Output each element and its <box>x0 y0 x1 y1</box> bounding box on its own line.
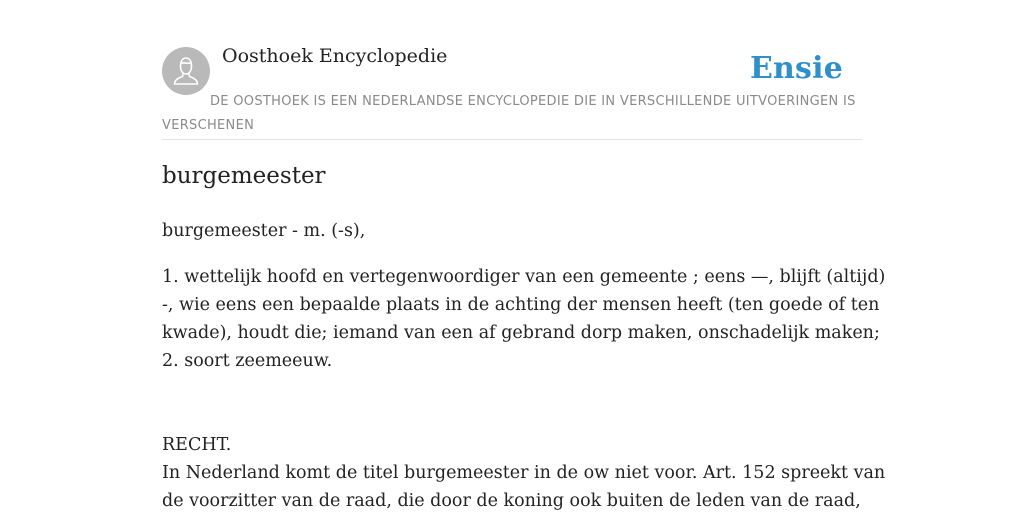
definition-line: 2. soort zeemeeuw. <box>162 351 333 371</box>
section-body <box>162 459 886 512</box>
source-description: DE OOSTHOEK IS EEN NEDERLANDSE ENCYCLOPEDIE DIE IN VERSCHILLENDE UITVOERINGEN IS VERSCHENEN <box>162 94 856 133</box>
section-line: In Nederland komt de titel burgemeester in de ow niet voor. Art. 152 spreekt van <box>162 463 886 483</box>
section-heading: RECHT. <box>162 435 232 455</box>
definition-line: kwade), houdt die; iemand van een af gebrand dorp maken, onschadelijk maken; <box>162 323 880 343</box>
source-avatar[interactable] <box>162 47 210 95</box>
user-silhouette-icon <box>162 47 210 95</box>
source-header <box>162 0 862 140</box>
article-lemma: burgemeester - m. (-s), <box>162 221 366 241</box>
definition-line: -, wie eens een bepaalde plaats in de achting der mensen heeft (ten goede of ten <box>162 295 880 315</box>
content-container <box>162 0 886 511</box>
ensie-logo[interactable]: Ensie <box>749 51 843 86</box>
source-title[interactable]: Oosthoek Encyclopedie <box>222 45 448 67</box>
article-headword: burgemeester <box>162 163 326 189</box>
article-definition <box>162 263 886 375</box>
definition-line: 1. wettelijk hoofd en vertegenwoordiger van een gemeente ; eens —, blijft (altijd) <box>162 267 886 287</box>
section-line: de voorzitter van de raad, die door de koning ook buiten de leden van de raad, <box>162 491 861 511</box>
